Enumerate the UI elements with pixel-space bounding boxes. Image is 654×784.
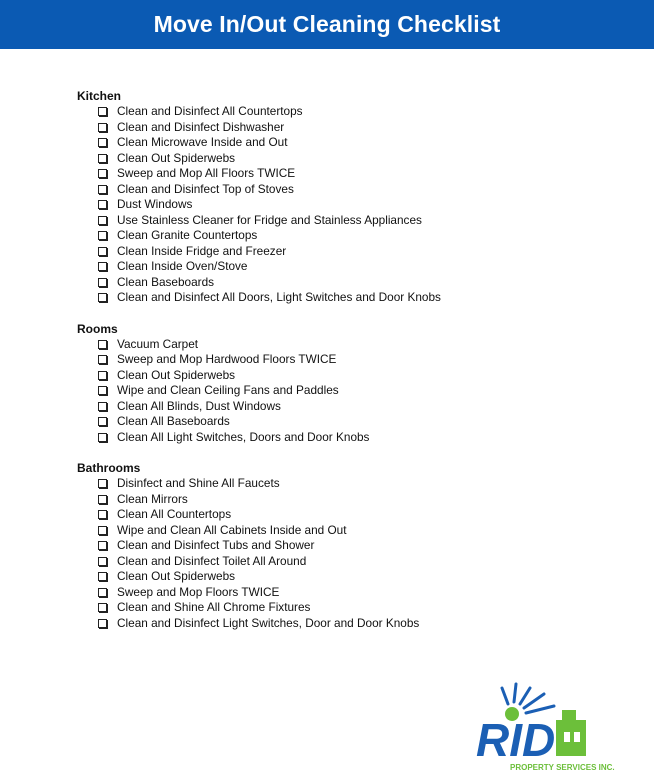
checkbox-icon xyxy=(98,510,107,519)
checkbox-icon xyxy=(98,340,107,349)
list-item xyxy=(77,337,637,353)
page-title: Move In/Out Cleaning Checklist xyxy=(153,11,501,37)
list-item xyxy=(77,616,637,632)
list-item xyxy=(77,352,637,368)
item-list xyxy=(77,104,637,306)
list-item xyxy=(77,600,637,616)
checkbox-icon xyxy=(98,572,107,581)
checkbox-icon xyxy=(98,355,107,364)
item-label: Clean All Baseboards xyxy=(117,414,230,428)
checkbox-icon xyxy=(98,371,107,380)
checkbox-icon xyxy=(98,479,107,488)
list-item xyxy=(77,259,637,275)
item-label: Clean and Disinfect Light Switches, Door and Door Knobs xyxy=(117,615,420,630)
item-list xyxy=(77,476,637,631)
checkbox-icon xyxy=(98,541,107,550)
list-item xyxy=(77,585,637,601)
logo-subtitle: PROPERTY SERVICES INC. xyxy=(510,763,615,772)
item-label: Clean Mirrors xyxy=(117,491,188,506)
item-label: Wipe and Clean All Cabinets Inside and Out xyxy=(117,522,347,537)
item-label: Clean and Disinfect Top of Stoves xyxy=(117,181,294,196)
checkbox-icon xyxy=(98,107,107,116)
checkbox-icon xyxy=(98,557,107,566)
item-label: Clean and Shine All Chrome Fixtures xyxy=(117,600,311,614)
item-label: Clean Inside Oven/Stove xyxy=(117,259,248,273)
checkbox-icon xyxy=(98,495,107,504)
item-label: Clean and Disinfect Dishwasher xyxy=(117,119,285,134)
checkbox-icon xyxy=(98,417,107,426)
section-title: Bathrooms xyxy=(77,461,141,475)
logo-graphic xyxy=(472,680,615,776)
list-item xyxy=(77,166,637,182)
item-label: Clean Out Spiderwebs xyxy=(117,150,236,165)
item-list xyxy=(77,337,637,446)
checkbox-icon xyxy=(98,123,107,132)
item-label: Wipe and Clean Ceiling Fans and Paddles xyxy=(117,383,339,397)
checkbox-icon xyxy=(98,603,107,612)
list-item xyxy=(77,182,637,198)
list-item xyxy=(77,523,637,539)
item-label: Use Stainless Cleaner for Fridge and Stainless Appliances xyxy=(117,212,422,227)
item-label: Clean and Disinfect Toilet All Around xyxy=(117,553,307,568)
company-logo xyxy=(472,680,615,776)
list-item xyxy=(77,538,637,554)
list-item xyxy=(77,368,637,384)
list-item xyxy=(77,244,637,260)
checklist xyxy=(77,89,637,647)
header-banner xyxy=(0,0,654,49)
list-item xyxy=(77,197,637,213)
item-label: Clean Inside Fridge and Freezer xyxy=(117,243,287,258)
checkbox-icon xyxy=(98,619,107,628)
item-label: Clean All Blinds, Dust Windows xyxy=(117,398,281,413)
list-item xyxy=(77,476,637,492)
section-kitchen xyxy=(77,89,637,306)
list-item xyxy=(77,104,637,120)
item-label: Clean Out Spiderwebs xyxy=(117,569,236,583)
checkbox-icon xyxy=(98,231,107,240)
list-item xyxy=(77,135,637,151)
checkbox-icon xyxy=(98,262,107,271)
section-title: Kitchen xyxy=(77,89,122,103)
checkbox-icon xyxy=(98,293,107,302)
item-label: Vacuum Carpet xyxy=(117,336,199,351)
item-label: Clean and Disinfect All Doors, Light Switches and Door Knobs xyxy=(117,290,441,304)
section-title: Rooms xyxy=(77,321,118,336)
list-item xyxy=(77,554,637,570)
section-bathrooms xyxy=(77,461,637,631)
item-label: Clean and Disinfect Tubs and Shower xyxy=(117,538,315,552)
checkbox-icon xyxy=(98,386,107,395)
list-item xyxy=(77,569,637,585)
checkbox-icon xyxy=(98,200,107,209)
list-item xyxy=(77,383,637,399)
checkbox-icon xyxy=(98,278,107,287)
list-item xyxy=(77,399,637,415)
checkbox-icon xyxy=(98,154,107,163)
list-item xyxy=(77,492,637,508)
item-label: Sweep and Mop All Floors TWICE xyxy=(117,166,296,180)
item-label: Clean Microwave Inside and Out xyxy=(117,135,288,149)
item-label: Clean Baseboards xyxy=(117,274,215,289)
item-label: Clean Granite Countertops xyxy=(117,228,258,242)
list-item xyxy=(77,275,637,291)
item-label: Dust Windows xyxy=(117,197,193,211)
logo-text: RID xyxy=(476,714,556,766)
item-label: Sweep and Mop Floors TWICE xyxy=(117,584,280,599)
item-label: Clean and Disinfect All Countertops xyxy=(117,104,303,118)
checkbox-icon xyxy=(98,169,107,178)
item-label: Clean All Countertops xyxy=(117,507,232,521)
list-item xyxy=(77,213,637,229)
checkbox-icon xyxy=(98,402,107,411)
checkbox-icon xyxy=(98,588,107,597)
section-rooms xyxy=(77,322,637,446)
checkbox-icon xyxy=(98,185,107,194)
checkbox-icon xyxy=(98,247,107,256)
item-label: Sweep and Mop Hardwood Floors TWICE xyxy=(117,352,337,366)
list-item xyxy=(77,228,637,244)
list-item xyxy=(77,414,637,430)
checkbox-icon xyxy=(98,526,107,535)
list-item xyxy=(77,120,637,136)
list-item xyxy=(77,430,637,446)
item-label: Clean All Light Switches, Doors and Door Knobs xyxy=(117,429,370,444)
list-item xyxy=(77,507,637,523)
checkbox-icon xyxy=(98,216,107,225)
item-label: Clean Out Spiderwebs xyxy=(117,367,236,382)
list-item xyxy=(77,290,637,306)
checkbox-icon xyxy=(98,433,107,442)
item-label: Disinfect and Shine All Faucets xyxy=(117,476,280,490)
checkbox-icon xyxy=(98,138,107,147)
list-item xyxy=(77,151,637,167)
